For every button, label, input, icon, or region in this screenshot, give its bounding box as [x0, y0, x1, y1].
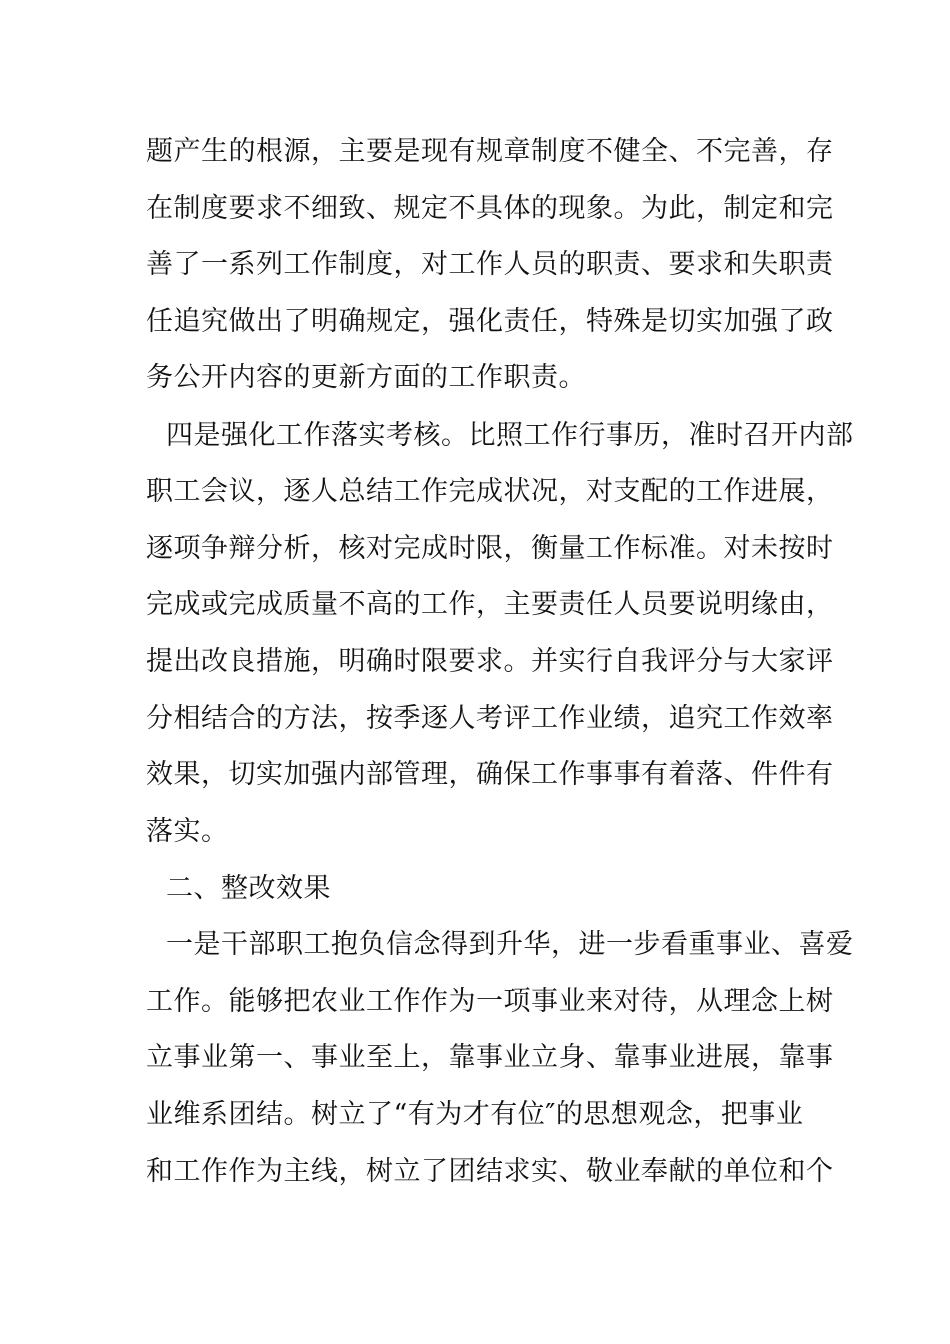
text-line-12: 效果，切实加强内部管理，确保工作事事有着落、件件有	[146, 759, 834, 790]
text-line-19: 和工作作为主线，树立了团结求实、敬业奉献的单位和个	[146, 1156, 834, 1187]
text-line-1: 题产生的根源，主要是现有规章制度不健全、不完善，存	[146, 136, 834, 167]
text-line-7: 职工会议，逐人总结工作完成状况，对支配的工作进展，	[146, 476, 834, 507]
paragraph-four-start: 四是强化工作落实考核。比照工作行事历，准时召开内部	[166, 420, 854, 451]
text-line-9: 完成或完成质量不高的工作，主要责任人员要说明缘由，	[146, 589, 834, 620]
text-line-2: 在制度要求不细致、规定不具体的现象。为此，制定和完	[146, 193, 834, 224]
text-line-13: 落实。	[146, 816, 229, 847]
text-line-5: 务公开内容的更新方面的工作职责。	[146, 362, 586, 393]
text-line-3: 善了一系列工作制度，对工作人员的职责、要求和失职责	[146, 249, 834, 280]
text-line-16: 工作。能够把农业工作作为一项事业来对待，从理念上树	[146, 986, 834, 1017]
paragraph-one-start: 一是干部职工抱负信念得到升华，进一步看重事业、喜爱	[166, 929, 854, 960]
text-line-4: 任追究做出了明确规定，强化责任，特殊是切实加强了政	[146, 306, 834, 337]
text-line-18: 业维系团结。树立了“有为才有位″的思想观念，把事业	[146, 1099, 804, 1130]
text-line-8: 逐项争辩分析，核对完成时限，衡量工作标准。对未按时	[146, 533, 834, 564]
text-line-11: 分相结合的方法，按季逐人考评工作业绩，追究工作效率	[146, 703, 834, 734]
text-line-17: 立事业第一、事业至上，靠事业立身、靠事业进展，靠事	[146, 1042, 834, 1073]
text-line-10: 提出改良措施，明确时限要求。并实行自我评分与大家评	[146, 646, 834, 677]
section-heading: 二、整改效果	[166, 873, 331, 904]
